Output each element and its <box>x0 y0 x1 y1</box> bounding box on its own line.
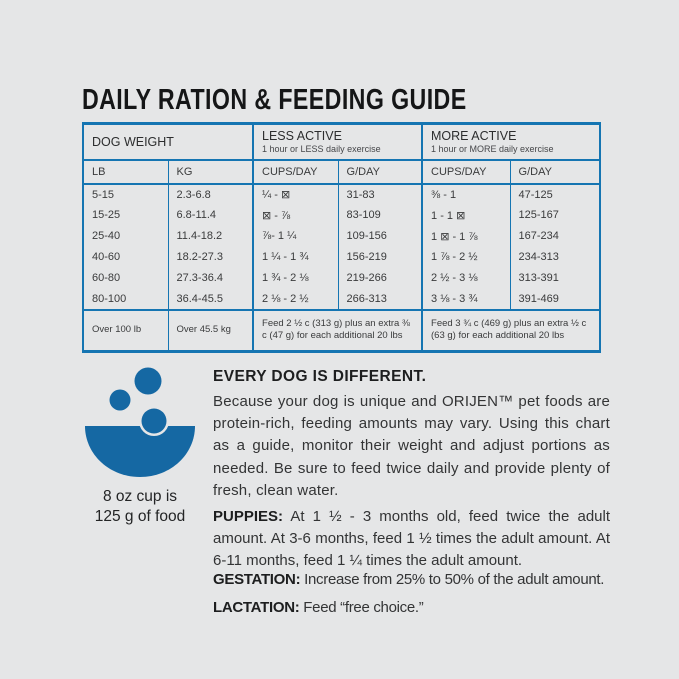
cell-g-less: 31-83 <box>338 184 422 205</box>
col-header-g-more: G/DAY <box>510 160 600 184</box>
page-title: DAILY RATION & FEEDING GUIDE <box>82 84 467 116</box>
cell-cups-more: 1 ⅞ - 2 ½ <box>422 247 510 268</box>
cell-less-note: Feed 2 ½ c (313 g) plus an extra ⅜ c (47 g) for each additional 20 lbs <box>253 310 422 352</box>
table-row <box>83 226 600 247</box>
table-footer-row <box>83 310 600 352</box>
table-row <box>83 205 600 226</box>
cell-cups-more: 3 ⅛ - 3 ¾ <box>422 289 510 310</box>
cell-g-less: 83-109 <box>338 205 422 226</box>
cell-kg: 6.8-11.4 <box>168 205 253 226</box>
col-header-kg: KG <box>168 160 253 184</box>
lactation-label: LACTATION: <box>213 599 300 616</box>
table-header-row <box>83 160 600 184</box>
table-row <box>83 268 600 289</box>
cell-cups-less: 1 ¾ - 2 ⅛ <box>253 268 338 289</box>
lactation-text: Feed “free choice.” <box>299 599 424 616</box>
cell-cups-more: ⅜ - 1 <box>422 184 510 205</box>
puppies-note <box>213 506 610 573</box>
group-sublabel: 1 hour or MORE daily exercise <box>431 144 554 155</box>
cell-g-less: 219-266 <box>338 268 422 289</box>
table-group-row <box>83 124 600 160</box>
group-label: MORE ACTIVE <box>431 129 517 144</box>
group-less-active <box>253 124 422 160</box>
cell-lb: 15-25 <box>92 209 121 221</box>
col-header-cups-less: CUPS/DAY <box>253 160 338 184</box>
lactation-note <box>213 599 610 616</box>
puppies-text: At 1 ½ - 3 months old, feed twice the adult amount. At 3-6 months, feed 1 ½ times the adult amount. At 6-11 months, feed 1 ¼ times the adult amount. <box>213 508 610 570</box>
group-label: LESS ACTIVE <box>262 129 342 144</box>
col-header-lb: LB <box>83 160 168 184</box>
gestation-text: Increase from 25% to 50% of the adult amount. <box>300 571 605 588</box>
gestation-label: GESTATION: <box>213 571 301 588</box>
group-dog-weight <box>83 124 253 160</box>
table-row <box>83 184 600 205</box>
cell-g-more: 47-125 <box>510 184 600 205</box>
cell-cups-less: 2 ⅛ - 2 ½ <box>253 289 338 310</box>
cell-cups-less: ⅞- 1 ¼ <box>253 226 338 247</box>
cell-cups-more: 1 ⊠ - 1 ⅞ <box>422 226 510 247</box>
cell-g-less: 266-313 <box>338 289 422 310</box>
info-body: Because your dog is unique and ORIJEN™ pet foods are protein-rich, feeding amounts may vary. Using this chart as a guide, monitor their weight and adjust portions as needed. Be sure to feed twice daily and provide plenty of fresh, clean water. <box>213 393 610 499</box>
cell-kg: 11.4-18.2 <box>168 226 253 247</box>
cell-g-more: 391-469 <box>510 289 600 310</box>
group-label: DOG WEIGHT <box>92 134 174 149</box>
cup-measure-note <box>72 487 208 527</box>
cell-over-lb: Over 100 lb <box>83 310 168 352</box>
cell-cups-more: 1 - 1 ⊠ <box>422 205 510 226</box>
cell-kg: 2.3-6.8 <box>168 184 253 205</box>
cell-g-less: 156-219 <box>338 247 422 268</box>
cell-more-note: Feed 3 ¾ c (469 g) plus an extra ½ c (63 g) for each additional 20 lbs <box>422 310 600 352</box>
cup-note-line2: 125 g of food <box>94 508 186 525</box>
cell-g-more: 125-167 <box>510 205 600 226</box>
cell-cups-less: 1 ¼ - 1 ¾ <box>253 247 338 268</box>
col-header-g-less: G/DAY <box>338 160 422 184</box>
puppies-label: PUPPIES: <box>213 508 284 525</box>
col-header-cups-more: CUPS/DAY <box>422 160 510 184</box>
info-heading: EVERY DOG IS DIFFERENT. <box>213 368 427 385</box>
cell-kg: 36.4-45.5 <box>168 289 253 310</box>
cell-kg: 27.3-36.4 <box>168 268 253 289</box>
cell-cups-less: ¼ - ⊠ <box>253 184 338 205</box>
cell-g-more: 313-391 <box>510 268 600 289</box>
feeding-table <box>82 122 601 353</box>
cell-g-more: 234-313 <box>510 247 600 268</box>
cell-lb: 80-100 <box>92 292 127 305</box>
cup-note-line1: 8 oz cup is <box>102 488 178 505</box>
table-row <box>83 289 600 310</box>
group-sublabel: 1 hour or LESS daily exercise <box>262 144 381 155</box>
cell-g-more: 167-234 <box>510 226 600 247</box>
cell-lb: 40-60 <box>92 251 121 263</box>
group-more-active <box>422 124 600 160</box>
food-bowl-icon <box>79 364 201 486</box>
cell-kg: 18.2-27.3 <box>168 247 253 268</box>
cell-lb: 60-80 <box>92 272 121 284</box>
cell-lb: 5-15 <box>92 188 115 201</box>
cell-cups-less: ⊠ - ⅞ <box>253 205 338 226</box>
cell-cups-more: 2 ½ - 3 ⅛ <box>422 268 510 289</box>
cell-lb: 25-40 <box>92 230 121 242</box>
table-row <box>83 247 600 268</box>
cell-over-kg: Over 45.5 kg <box>168 310 253 352</box>
cell-g-less: 109-156 <box>338 226 422 247</box>
gestation-note <box>213 571 610 588</box>
